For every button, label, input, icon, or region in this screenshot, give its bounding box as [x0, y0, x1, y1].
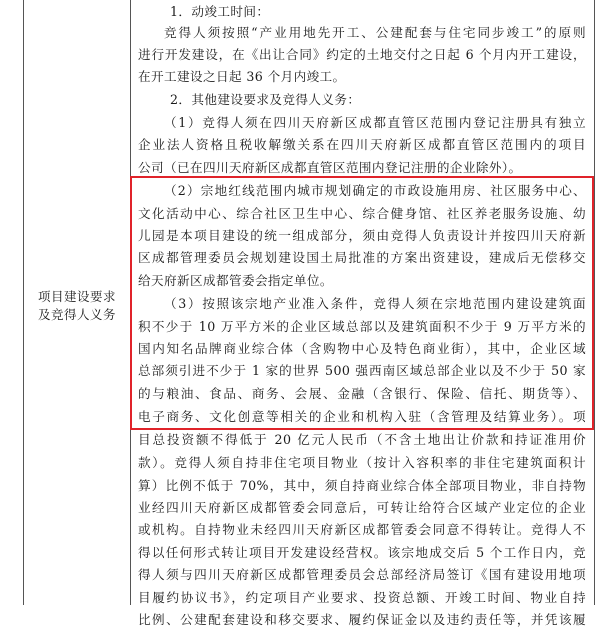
text-line: （2）宗地红线范围内城市规划确定的市政设施用房、社区服务中心、: [164, 183, 586, 198]
text-line: 公司（已在四川天府新区成都直管区范围内登记注册的企业除外）。: [138, 160, 522, 175]
text-line: 算）比例不低于 70%，其中，须自持商业综合体全部项目物业，非自持物: [138, 478, 586, 493]
row-label: [24, 288, 130, 324]
row-label-line: 项目建设要求: [37, 289, 116, 304]
text-line: 款）。竞得人须自持非住宅项目物业（按计入容积率的非住宅建筑面积计: [138, 455, 586, 470]
table-column-divider: [130, 0, 131, 605]
text-line: （1）竞得人须在四川天府新区成都直管区范围内登记注册具有独立: [164, 115, 586, 130]
text-line: 儿园是本项目建设的统一组成部分，须由竞得人负责设计并按四川天府新: [138, 228, 586, 243]
text-line: 积不少于 10 万平方米的企业区域总部以及建筑面积不少于 9 万平方米的: [138, 319, 586, 334]
text-line: 业经四川天府新区成都管委会同意后，可转让给符合区域产业定位的企业: [138, 500, 586, 515]
text-line: 国内知名品牌商业综合体（含购物中心及特色商业街），其中，企业区域: [138, 341, 586, 356]
text-line: 给天府新区成都管委会指定单位。: [138, 273, 333, 288]
text-line: 区成都管理委员会规划建设国土局批准的方案出资建设，建成后无偿移交: [138, 250, 586, 265]
text-line: 总部须引进不少于 1 家的世界 500 强西南区域总部企业以及不少于 50 家: [138, 363, 586, 378]
text-line: 在开工建设之日起 36 个月内竣工。: [138, 69, 346, 84]
text-line: 文化活动中心、综合社区卫生中心、综合健身馆、社区养老服务设施、幼: [138, 206, 586, 221]
text-line: 得以任何形式转让项目开发建设经营权。该宗地成交后 5 个工作日内，竞: [138, 545, 586, 560]
text-line: 电子商务、文化创意等相关的企业和机构入驻（含管理及结算业务）。项: [138, 409, 586, 424]
text-line: 竞得人须按照“产业用地先开工、公建配套与住宅同步竣工”的原则: [164, 25, 586, 40]
text-line: 或机构。自持物业未经四川天府新区成都管委会同意不得转让。竞得人不: [138, 522, 586, 537]
text-line: 企业法人资格且税收解缴关系在四川天府新区成都直管区范围内的项目: [138, 137, 586, 152]
text-line: 比例、公建配套建设和移交要求、履约保证金以及违约责任等，并凭该履: [138, 612, 586, 627]
heading-completion-time: 1．动竣工时间：: [170, 4, 270, 19]
table-right-border: [594, 0, 595, 605]
text-line: 得人须与四川天府新区成都管理委员会总部经济局签订《国有建设用地项: [138, 567, 586, 582]
text-line: 的与粮油、食品、商务、会展、金融（含银行、保险、信托、期货等）、: [138, 386, 586, 401]
text-line: 目履约协议书》，约定项目产业要求、投资总额、开竣工时间、物业自持: [138, 590, 586, 605]
row-label-line: 及竞得人义务: [37, 307, 116, 322]
text-line: （3）按照该宗地产业准入条件，竞得人须在宗地范围内建设建筑面: [164, 296, 586, 311]
heading-other-requirements: 2．其他建设要求及竞得人义务：: [170, 92, 361, 107]
text-line: 目总投资额不得低于 20 亿元人民币（不含土地出让价款和持证准用价: [138, 432, 586, 447]
text-line: 进行开发建设，在《出让合同》约定的土地交付之日起 6 个月内开工建设，: [138, 47, 586, 62]
